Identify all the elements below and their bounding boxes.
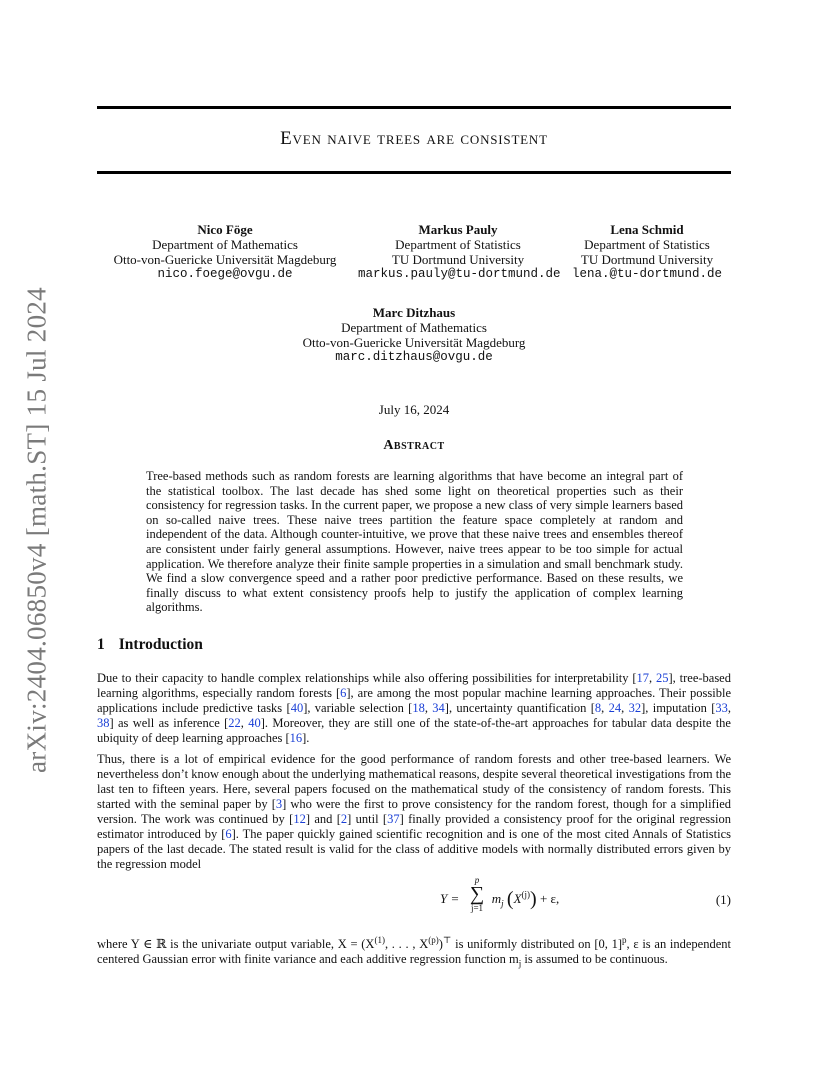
equation-1 — [97, 875, 731, 924]
citation-link[interactable]: 34 — [432, 701, 445, 715]
paper-date: July 16, 2024 — [378, 402, 450, 417]
superscript: (p) — [428, 935, 439, 945]
paragraph-text: ) — [438, 937, 443, 952]
author-affiliation: TU Dortmund University — [580, 252, 714, 267]
author-name: Nico Föge — [197, 222, 253, 237]
author-affiliation: Otto-von-Guericke Universität Magdeburg — [113, 252, 337, 267]
citation-link[interactable]: 3 — [275, 797, 283, 811]
citation-link[interactable]: 6 — [225, 827, 232, 841]
paper-title: Even naive trees are consistent — [280, 128, 548, 149]
paragraph-text: , — [621, 701, 629, 715]
sum-lower-limit: j=1 — [470, 903, 484, 913]
paragraph-text: ]. Moreover, they are still one of the state-of-the-art approaches for tabular data despite the ubiquity of deep learning approaches [ — [97, 716, 731, 745]
title-rule-top — [97, 106, 731, 109]
paragraph-text: ], imputation [ — [641, 701, 716, 715]
subscript: j — [518, 958, 522, 969]
paragraph-text: , — [601, 701, 609, 715]
superscript: (1) — [374, 935, 385, 945]
intro-paragraph-3 — [97, 933, 731, 972]
author-affiliation: TU Dortmund University — [391, 252, 525, 267]
title-rule-bottom — [97, 171, 731, 174]
paragraph-text: ], tree-based learning algorithms, especially random forests [ — [97, 671, 731, 700]
citation-link[interactable]: 22 — [228, 716, 241, 730]
author-name: Markus Pauly — [418, 222, 498, 237]
citation-link[interactable]: 33 — [715, 701, 728, 715]
paragraph-text: is assumed to be continuous. — [521, 952, 668, 967]
paragraph-text: ], variable selection [ — [303, 701, 413, 715]
author-department: Department of Statistics — [584, 237, 710, 252]
arxiv-identifier: arXiv:2404.06850v4 [math.ST] 15 Jul 2024 — [21, 287, 52, 773]
paragraph-text: ] who were the first to prove consistency for the random forest, though for a simplified version. The work was continued by [ — [97, 797, 731, 826]
citation-link[interactable]: 40 — [290, 701, 304, 715]
paragraph-text: ] as well as inference [ — [109, 716, 229, 730]
equation-term-subscript: j — [501, 898, 504, 909]
equation-lhs: Y = — [440, 891, 460, 906]
paragraph-text: ] and [ — [305, 812, 341, 826]
intro-paragraph-2 — [97, 752, 731, 872]
author-email[interactable]: marc.ditzhaus@ovgu.de — [335, 350, 493, 364]
superscript: ⊤ — [442, 935, 452, 945]
sigma-icon: ∑ — [469, 883, 485, 905]
paragraph-text: , — [240, 716, 249, 730]
author-email[interactable]: lena.@tu-dortmund.de — [572, 267, 723, 281]
equation-number: (1) — [715, 892, 731, 907]
paragraph-text: ], are among the most popular machine learning approaches. Their possible applications include predictive tasks [ — [97, 686, 731, 715]
sum-upper-limit: p — [474, 875, 480, 885]
citation-link[interactable]: 38 — [97, 716, 110, 730]
section-number: 1 — [97, 636, 105, 653]
citation-link[interactable]: 8 — [594, 701, 602, 715]
paragraph-text: , ε is an independent centered Gaussian error with finite variance and each additive regression function m — [97, 937, 732, 967]
author-block — [358, 222, 561, 282]
citation-link[interactable]: 25 — [656, 671, 669, 685]
equation-argument-superscript: (j) — [521, 889, 531, 900]
paragraph-text: , — [424, 701, 433, 715]
citation-link[interactable]: 6 — [340, 686, 347, 700]
equation-tail: + ε, — [539, 891, 560, 906]
author-block — [294, 305, 534, 365]
section-title: Introduction — [118, 636, 203, 653]
superscript: p — [622, 935, 627, 945]
author-email[interactable]: nico.foege@ovgu.de — [157, 267, 293, 281]
equation-argument: X — [513, 891, 522, 906]
paragraph-text: Thus, there is a lot of empirical evidence for the good performance of random forests and other tree-based learners. We nevertheless don’t know enough about the underlying mathematical reasons, despite several theoretical investigations from the last ten to fifteen years. Here, several papers focused on the mathematical study of the consistency of random forests. This started with the seminal paper by [ — [97, 752, 731, 811]
citation-link[interactable]: 17 — [636, 671, 650, 685]
paragraph-text: is uniformly distributed on [0, 1] — [451, 937, 622, 952]
paragraph-text: where Y ∈ ℝ is the univariate output variable, X = (X — [97, 937, 375, 952]
citation-link[interactable]: 24 — [608, 701, 622, 715]
summation-symbol — [468, 876, 486, 913]
paragraph-text: Due to their capacity to handle complex relationships while also offering possibilities for interpretability [ — [97, 671, 637, 685]
paragraph-text: , — [649, 671, 656, 685]
citation-link[interactable]: 18 — [412, 701, 425, 715]
paragraph-text: ], uncertainty quantification [ — [444, 701, 595, 715]
paragraph-text: , — [727, 701, 732, 715]
intro-paragraph-1 — [97, 671, 731, 746]
citation-link[interactable]: 32 — [628, 701, 642, 715]
author-department: Department of Statistics — [395, 237, 521, 252]
citation-link[interactable]: 2 — [340, 812, 348, 826]
author-block — [110, 222, 340, 282]
author-email[interactable]: markus.pauly@tu-dortmund.de — [358, 267, 561, 281]
abstract-text: Tree-based methods such as random forests are learning algorithms that have become an integral part of the statistical toolbox. The last decade has shed some light on theoretical properties such as their consistency for regression tasks. In the current paper, we propose a new class of very simple learners based on so-called naive trees. These naive trees partition the feature space completely at random and independent of the data. Although counter-intuitive, we prove that these naive trees and ensembles thereof are consistent under fairly general assumptions. However, naive trees appear to be too simple for actual application. We therefore analyze their finite sample properties in a simulation and small benchmark study. We find a slow convergence speed and a rather poor predictive performance. Based on these results, we finally discuss to what extent consistency proofs help to justify the application of complex learning algorithms. — [146, 469, 683, 615]
author-department: Department of Mathematics — [341, 320, 487, 335]
paragraph-text: ]. The paper quickly gained scientific recognition and is one of the most cited Annals of Statistics papers of the last decade. The stated result is valid for the class of additive models with normally distributed errors given by the regression model — [97, 827, 731, 871]
citation-link[interactable]: 16 — [289, 731, 303, 745]
paragraph-text: ] until [ — [347, 812, 388, 826]
equation-body: $Y = m_j$ $(X^{(j)}) + \varepsilon$, — [440, 888, 560, 910]
equation-term: m — [491, 891, 502, 906]
citation-link[interactable]: 40 — [248, 716, 261, 730]
paragraph-text: ]. — [302, 731, 310, 745]
author-name: Marc Ditzhaus — [372, 305, 456, 320]
author-name: Lena Schmid — [610, 222, 684, 237]
section-heading — [97, 636, 203, 654]
citation-link[interactable]: 37 — [387, 812, 400, 826]
author-block — [572, 222, 722, 282]
paragraph-text: ] finally provided a consistency proof for the original regression estimator introduced by [ — [97, 812, 731, 841]
abstract-heading: Abstract — [383, 438, 445, 453]
author-affiliation: Otto-von-Guericke Universität Magdeburg — [302, 335, 526, 350]
arxiv-side-stamp — [16, 280, 58, 780]
citation-link[interactable]: 12 — [293, 812, 306, 826]
paragraph-text: , . . . , X — [384, 937, 429, 952]
author-department: Department of Mathematics — [152, 237, 298, 252]
